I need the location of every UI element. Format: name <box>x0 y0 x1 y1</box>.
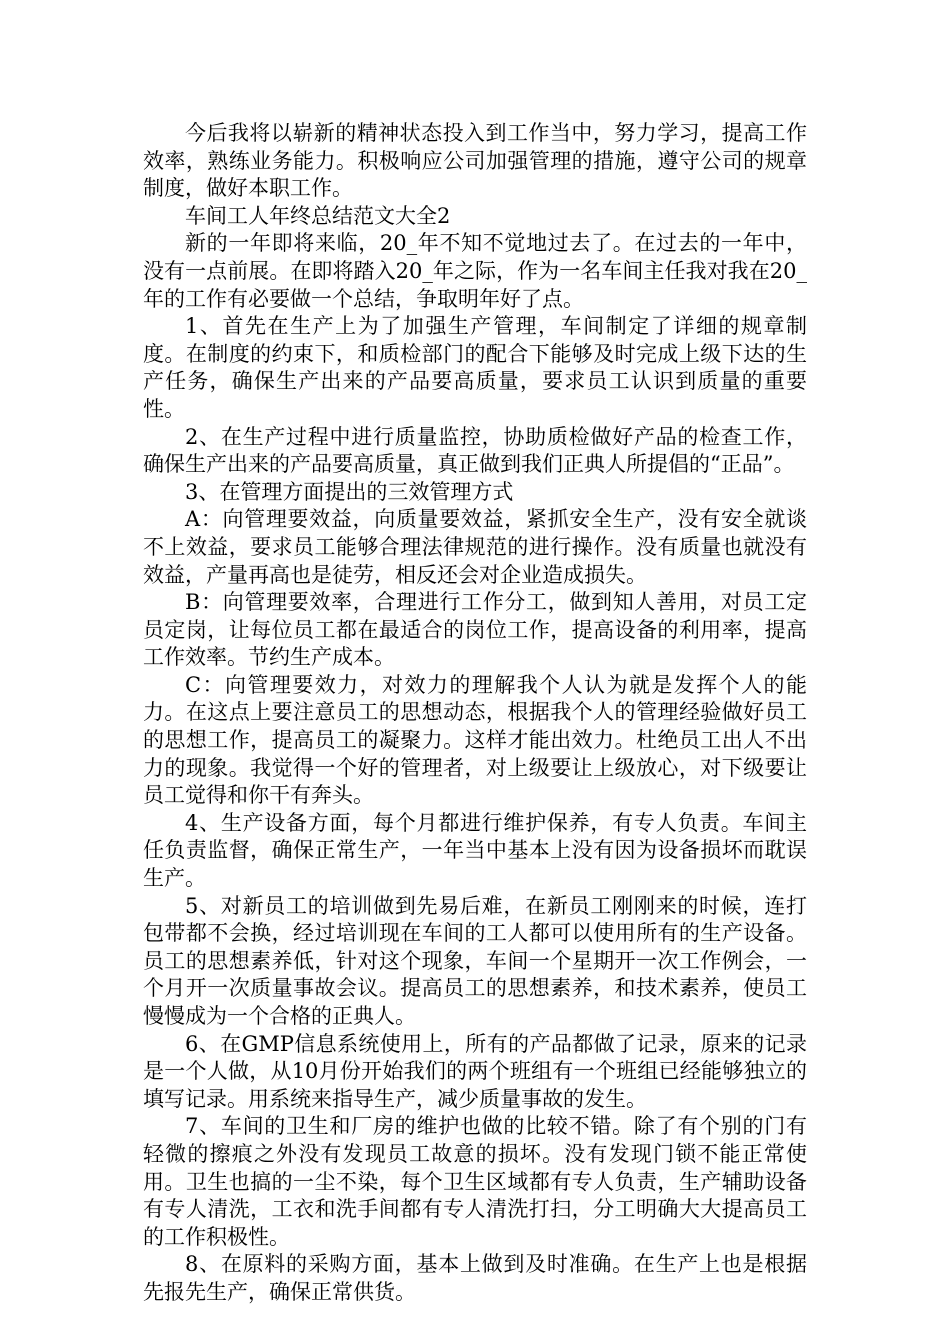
paragraph-item-4: 4、生产设备方面，每个月都进行维护保养，有专人负责。车间主任负责监督，确保正常生产，一年当中基本上没有因为设备损坏而耽误生产。 <box>143 810 807 891</box>
paragraph-item-3b: B：向管理要效率，合理进行工作分工，做到知人善用，对员工定员定岗，让每位员工都在最适合的岗位工作，提高设备的利用率，提高工作效率。节约生产成本。 <box>143 590 807 670</box>
paragraph-item-1: 1、首先在生产上为了加强生产管理，车间制定了详细的规章制度。在制度的约束下，和质检部门的配合下能够及时完成上级下达的生产任务，确保生产出来的产品要高质量，要求员工认识到质量的重要性。 <box>143 314 807 421</box>
paragraph-item-3a: A：向管理要效益，向质量要效益，紧抓安全生产，没有安全就谈不上效益，要求员工能够合理法律规范的进行操作。没有质量也就没有效益，产量再高也是徒劳，相反还会对企业造成损失。 <box>143 507 807 587</box>
paragraph-item-7: 7、车间的卫生和厂房的维护也做的比较不错。除了有个别的门有轻微的擦痕之外没有发现员工故意的损坏。没有发现门锁不能正常使用。卫生也搞的一尘不染，每个卫生区域都有专人负责，生产辅助设备有专人清洗，工衣和洗手间都有专人清洗打扫，分工明确大大提高员工的工作积极性。 <box>143 1114 807 1249</box>
paragraph-item-8: 8、在原料的采购方面，基本上做到及时准确。在生产上也是根据先报先生产，确保正常供货。 <box>143 1252 807 1304</box>
document-body <box>143 120 807 1307</box>
paragraph-item-3: 3、在管理方面提出的三效管理方式 <box>185 479 514 504</box>
paragraph-item-3c: C：向管理要效力，对效力的理解我个人认为就是发挥个人的能力。在这点上要注意员工的思想动态，根据我个人的管理经验做好员工的思想工作，提高员工的凝聚力。这样才能出效力。杜绝员工出人不出力的现象。我觉得一个好的管理者，对上级要让上级放心，对下级要让员工觉得和你干有奔头。 <box>143 672 807 808</box>
paragraph-item-5: 5、对新员工的培训做到先易后难，在新员工刚刚来的时候，连打包带都不会换，经过培训现在车间的工人都可以使用所有的生产设备。员工的思想素养低，针对这个现象，车间一个星期开一次工作例会，一个月开一次质量事故会议。提高员工的思想素养，和技术素养，使员工慢慢成为一个合格的正典人。 <box>143 893 807 1028</box>
paragraph-intro: 新的一年即将来临，20_年不知不觉地过去了。在过去的一年中，没有一点前展。在即将踏入20_年之际，作为一名车间主任我对我在20_年的工作有必要做一个总结，争取明年好了点。 <box>143 231 807 311</box>
section-heading: 车间工人年终总结范文大全2 <box>185 203 451 228</box>
paragraph-closing-resolution: 今后我将以崭新的精神状态投入到工作当中，努力学习，提高工作效率，熟练业务能力。积极响应公司加强管理的措施，遵守公司的规章制度，做好本职工作。 <box>143 121 807 201</box>
paragraph-item-6: 6、在GMP信息系统使用上，所有的产品都做了记录，原来的记录是一个人做，从10月份开始我们的两个班组有一个班组已经能够独立的填写记录。用系统来指导生产，减少质量事故的发生。 <box>143 1031 807 1111</box>
paragraph-item-2: 2、在生产过程中进行质量监控，协助质检做好产品的检查工作，确保生产出来的产品要高质量，真正做到我们正典人所提倡的“正品”。 <box>143 424 807 477</box>
